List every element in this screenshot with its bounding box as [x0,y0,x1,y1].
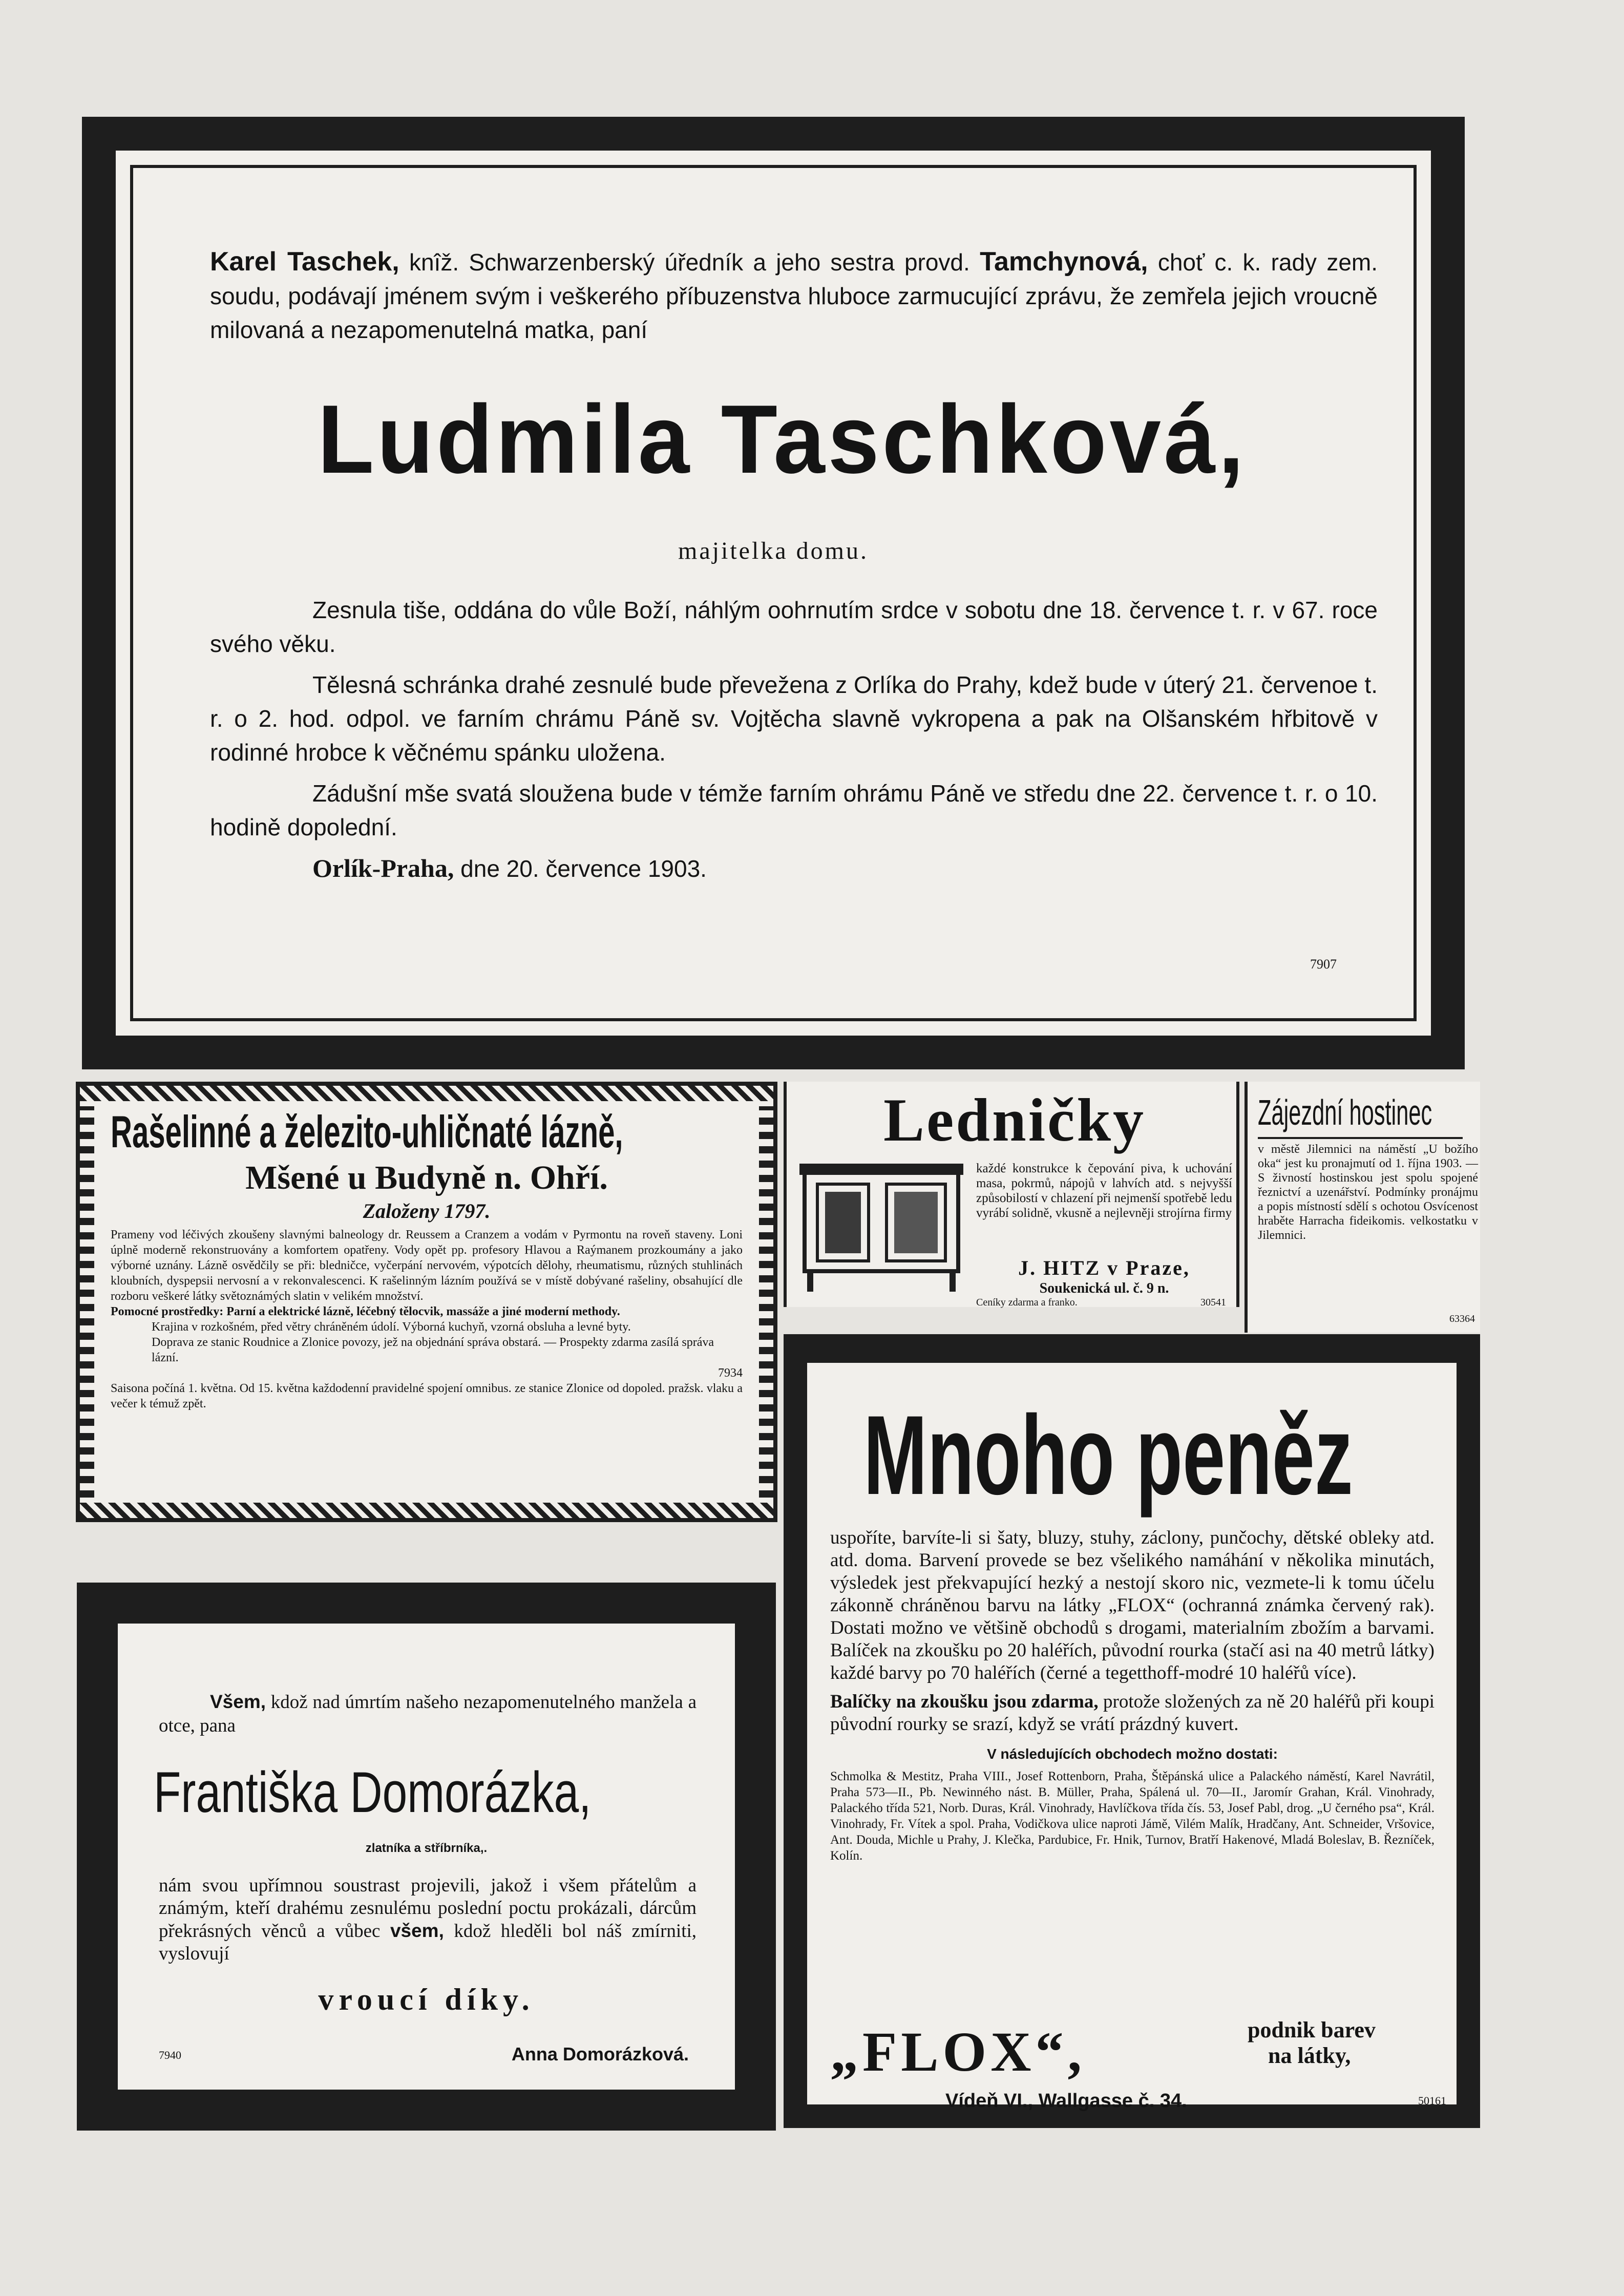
deceased-name-box [318,386,1291,493]
ad-number: 7907 [1310,957,1337,972]
inn-description: v městě Jilemnici na náměstí „U božího oka“ jest ku pronajmutí od 1. října 1903. — S živností hostinskou jest spolu spojené řeznictví a uzenářství. Podmínky pronájmu a popis místností sdělí s ochotou Osvícenost hraběte Harracha fideikomis. velkostatku v Jilemnici. [1258,1143,1478,1242]
flox-frame [804,1360,1460,2112]
flox-company-1: podnik barev [1248,2017,1376,2042]
fridge-description: každé konstrukce k čepování piva, k uchování masa, pokrmů, nápojů v lahvích atd. s nejvyšší způsobilostí v chlazení při nejmenší spotřebě ledu vyrábí solidně, vkusně a nejlevněji strojírna firmy [976,1162,1232,1220]
obituary-taschkova [82,117,1465,1069]
obituary-inner-frame [130,165,1417,1021]
announcer-text-2: choť c. k. rady zem. soudu, podávají jménem svým i veškerého příbuzenstva hluboce zarmucující zprávu, že zemřela jejich vroucně milovaná a nezapomenutelná matka, paní [210,249,1378,343]
inn-advertisement [1245,1082,1480,1333]
deceased-title: majitelka domu. [678,537,869,564]
death-paragraph: Zesnula tiše, oddána do vůle Boží, náhlým oohrnutím srdce v sobotu dne 18. července t. r. v 67. roce svého věku. [210,597,1378,657]
obituary-outer-frame [113,148,1434,1039]
spa-title-box [111,1106,743,1157]
flox-address: Vídeň VI., Wallgasse č. 34. [945,2090,1187,2112]
thanks-announcement-domorazek [77,1583,776,2131]
fridge-advertisement [784,1082,1239,1307]
announcer-name-2: Tamchynová, [980,247,1148,277]
flox-stores-heading: V následujících obchodech možno dostati: [987,1746,1278,1762]
inn-title: Zájezdní hostinec [1258,1092,1432,1132]
flox-brand: „FLOX“, [830,2020,1086,2083]
date: dne 20. července 1903. [454,855,707,882]
obituary-details [210,593,1378,886]
refrigerator-icon [794,1158,968,1297]
flox-main-text: uspoříte, barvíte-li si šaty, bluzy, stuhy, záclony, punčochy, dětské obleky atd. atd. doma. Barvení provede se bez všelikého namáhání v několika minutách, výsledek jest překvapující hezký a nestojí skoro nic, vezmete-li k tomu účelu zákonně chráněnou barvu na látky „FLOX“ (ochranná známka červený rak). Dostati možno ve většině obchodů s drogami, materialním zbožím a barvami. Balíček na zkoušku po 20 haléřích, původní rourka (stačí asi na 40 metrů látky) každé barvy po 70 haléřích (černé a tegetthoff-modré 10 haléřů více). [830,1527,1435,1683]
fridge-address: Soukenická ul. č. 9 n. [1039,1280,1169,1296]
thanks-name-box [154,1757,717,1828]
announcer-name-1: Karel Taschek, [210,247,399,277]
thanks-body-bold: všem, [390,1920,444,1941]
flox-free-samples: Balíčky na zkoušku jsou zdarma, [830,1691,1099,1712]
fridge-ad-number: 30541 [1200,1297,1226,1308]
fridge-title: Ledničky [883,1086,1146,1154]
mass-paragraph: Zádušní mše svatá sloužena bude v témže farním ohrámu Páně ve středu dne 22. července t. r. o 10. hodině dopolední. [210,780,1378,840]
flox-headline: Mnoho peněz [863,1392,1353,1518]
thanks-intro: kdož nad úmrtím našeho nezapomenutelného manžela a otce, pana [159,1692,697,1736]
flox-headline-box [863,1394,1427,1516]
funeral-paragraph: Tělesná schránka drahé zesnulé bude převežena z Orlíka do Prahy, kdež bude v úterý 21. červenoe t. r. o 2. hod. odpol. ve farním chrámu Páně sv. Vojtěcha slavně vykropena a pak na Olšanském hřbitově v rodinné hrobce k věčnému spánku uložena. [210,671,1378,766]
flox-ad-number: 50161 [1418,2094,1446,2107]
spa-advertisement [76,1082,777,1522]
thanks-occupation: zlatníka a stříbrníka,. [365,1841,488,1855]
flox-advertisement [784,1334,1480,2128]
thanks-heading: vroucí díky. [318,1983,535,2016]
spa-transport: Doprava ze stanic Roudnice a Zlonice povozy, jež na objednání správa obstará. — Prospekty zdarma zasílá správa lázní. [152,1336,714,1364]
flox-refund-text: protože složených za ně 20 haléřů při koupi původní rourky se srazí, když se vrátí prázdný kuvert. [830,1691,1435,1735]
zigzag-border-bottom [80,1503,773,1518]
thanks-frame [118,1624,735,2090]
thanks-signature: Anna Domorázková. [511,2044,689,2065]
thanks-name: Františka Domorázka, [154,1760,592,1824]
spa-season: Saisona počíná 1. května. Od 15. května každodenní pravidelné spojení omnibus. ze stanice Zlonice od dopoled. pražsk. vlaku a večer k témuž zpět. [111,1382,743,1410]
thanks-body-a: nám svou upřímnou soustrast projevili, jakož i všem přátelům a známým, kteří drahému zesnulému poslední poctu prokázali, dárcům překrásných věnců a vůbec [159,1875,697,1942]
divider [1258,1137,1463,1139]
thanks-body-b: kdož hleděli bol náš zmírniti, vyslovují [159,1921,697,1964]
fridge-footer: Ceníky zdarma a franko. [976,1297,1078,1308]
deceased-name: Ludmila Taschková, [318,385,1247,494]
spa-description: Prameny vod léčivých zkoušeny slavnými balneology dr. Reussem a Cranzem a vodám v Pyrmontu na roveň staveny. Loni úplně moderně rekonstruovány a komfortem opatřeny. Vody opět pp. profesory Hlavou a Raýmanem prozkoumány a jako výborné uznány. Lázně osvědčily se při: bledničce, vyčerpání nervovém, výpotcích dělohy, rheumatismu, různých stuhlinách kloubních, dyspepsii nervosní a v rekonvalescenci. K rašelinným lázním používá se v místě dobývané rašeliny, obsahující dle rozboru veškeré látky světoznámých slatin v velikém množství. [111,1228,743,1303]
flox-stores-list: Schmolka & Mestitz, Praha VIII., Josef Rottenborn, Praha, Štěpánská ulice a Palackého náměstí, Karel Navrátil, Praha 573—II., Pb. Newinného nást. B. Müller, Praha, Spálená ul. 70—II., Jaromír Grahan, Král. Vinohrady, Palackého třída 521, Norb. Duras, Král. Vinohrady, Havlíčkova třída čís. 53, Josef Pabl, drog. „U černého psa“, Král. Vinohrady, Fr. Vítek a spol. Praha, Vodičkova ulice naproti Jámě, Vilém Malík, Hradčany, Ant. Schneider, Vršovice, Ant. Douda, Michle u Prahy, J. Klečka, Pardubice, Fr. Hnik, Turnov, Bratří Hakenové, Mladá Boleslav, B. Řezníček, Kolín. [830,1770,1435,1863]
spa-founded: Založeny 1797. [363,1199,491,1223]
spa-title: Rašelinné a železito-uhličnaté lázně, [111,1106,623,1157]
side-border-left [80,1106,94,1498]
flox-company-2: na látky, [1268,2043,1351,2068]
place: Orlík-Praha, [312,854,454,882]
obituary-intro [210,245,1378,347]
spa-amenities: Pomocné prostředky: Parní a elektrické lázně, léčebný tělocvik, massáže a jiné moderní methody. [111,1305,620,1318]
thanks-recipient: Všem, [210,1691,266,1712]
spa-landscape: Krajina v rozkošném, před větry chráněném údolí. Výborná kuchyň, vzorná obsluha a levné byty. [152,1320,631,1334]
zigzag-border-top [80,1086,773,1101]
fridge-firm: J. HITZ v Praze, [1018,1256,1190,1279]
inn-title-box [1258,1089,1473,1135]
announcer-text-1: knîž. Schwarzenberský úředník a jeho sestra provd. [399,249,970,276]
thanks-ad-number: 7940 [159,2049,181,2061]
side-border-right [759,1106,773,1498]
spa-ad-number: 7934 [718,1366,743,1380]
spa-location: Mšené u Budyně n. Ohří. [245,1159,608,1196]
inn-ad-number: 63364 [1449,1313,1475,1324]
